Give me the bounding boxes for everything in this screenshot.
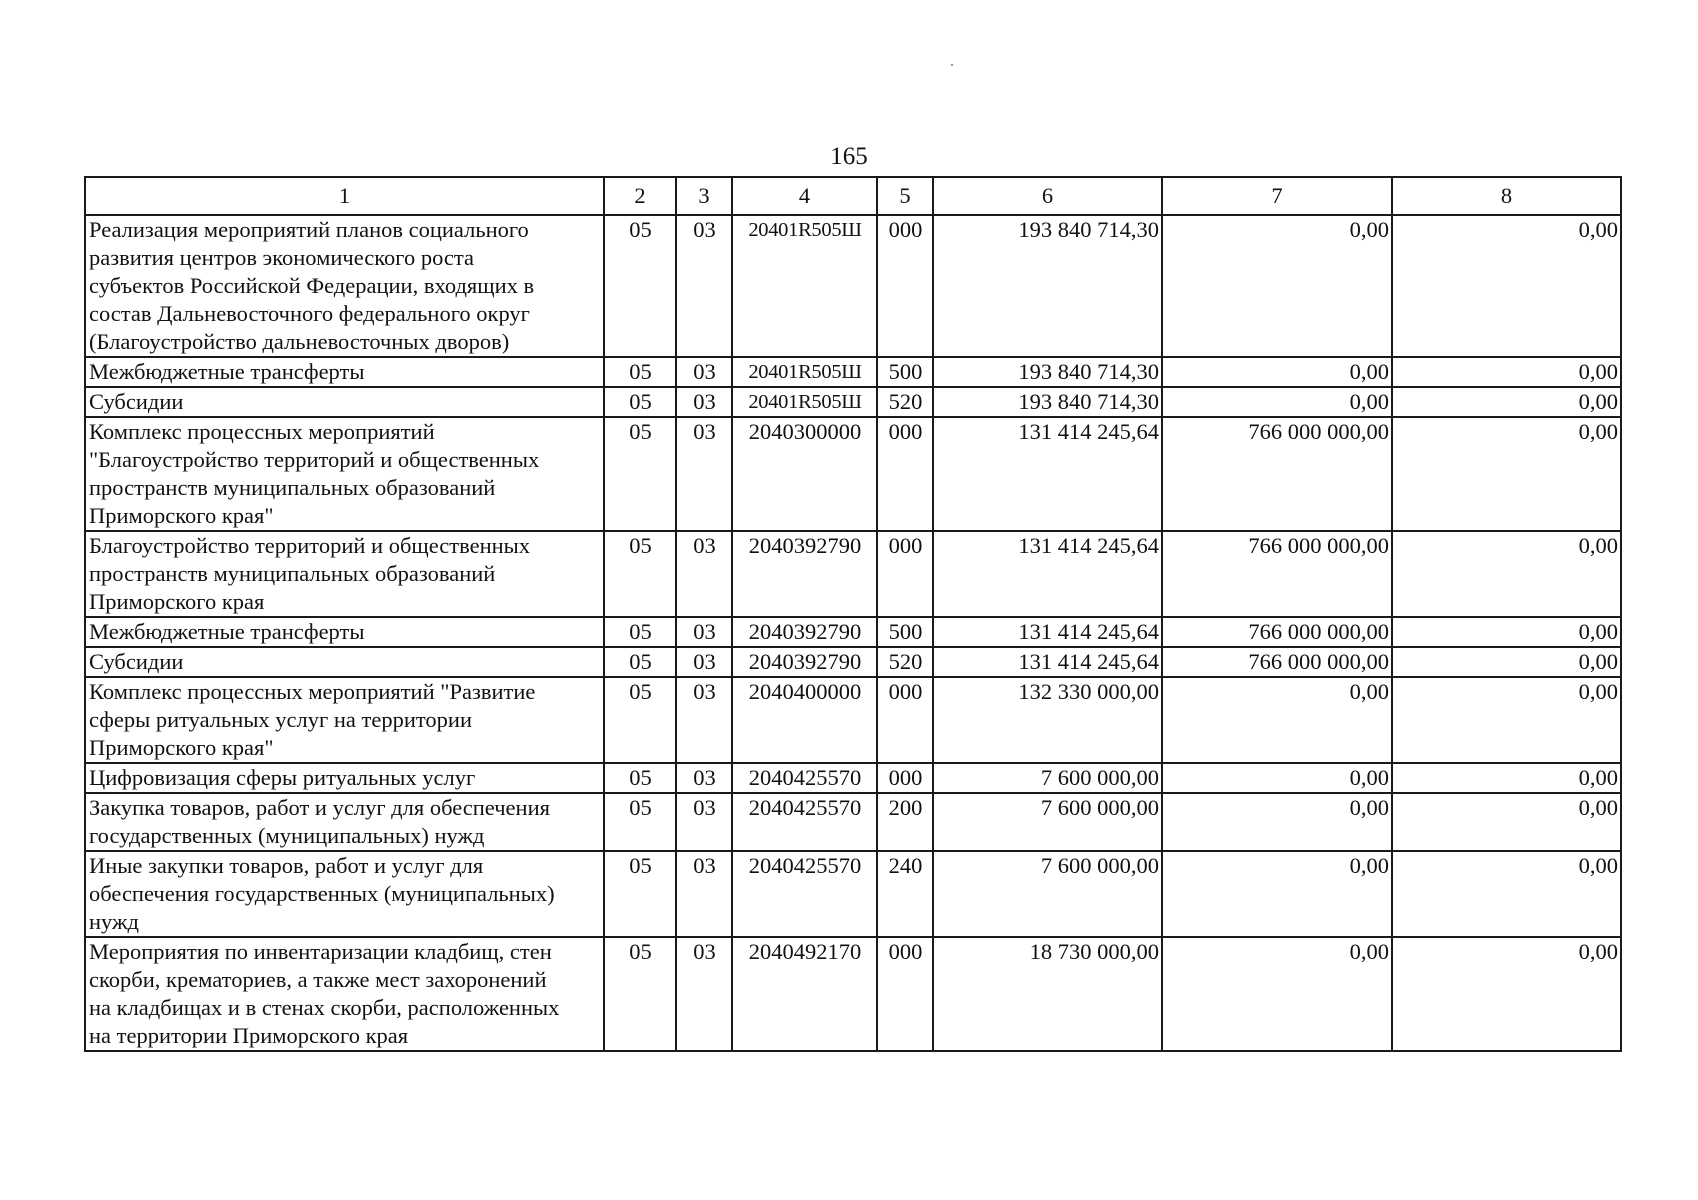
expense-type-code: 000 [877,937,933,1051]
expense-type-code: 500 [877,357,933,387]
section-code: 05 [604,387,676,417]
subsection-code: 03 [676,647,732,677]
target-article-code: 2040392790 [732,617,877,647]
amount-col-8: 0,00 [1392,357,1621,387]
target-article-code: 20401R505Ш [732,387,877,417]
page-number: 165 [830,143,868,170]
table-row [85,763,1621,793]
target-article-code: 2040392790 [732,647,877,677]
expense-type-code: 000 [877,763,933,793]
item-name-line: Закупка товаров, работ и услуг для обеспечения [89,795,550,820]
expense-type-code: 000 [877,531,933,617]
section-code: 05 [604,617,676,647]
table-row [85,851,1621,937]
expense-type-code: 520 [877,387,933,417]
item-name-line: Приморского края [89,589,265,614]
header-cell: 6 [933,177,1162,215]
item-name-line: пространств муниципальных образований [89,561,496,586]
amount-col-7: 0,00 [1162,937,1392,1051]
header-cell: 4 [732,177,877,215]
item-name-cell [85,387,604,417]
table-row [85,531,1621,617]
header-row [85,177,1621,215]
section-code: 05 [604,215,676,357]
amount-col-7: 0,00 [1162,215,1392,357]
table-row [85,677,1621,763]
budget-table [84,176,1622,1052]
header-cell: 7 [1162,177,1392,215]
amount-col-8: 0,00 [1392,387,1621,417]
item-name-line: Субсидии [89,389,184,414]
subsection-code: 03 [676,793,732,851]
item-name-line: "Благоустройство территорий и общественных [89,447,540,472]
item-name-line: Благоустройство территорий и общественных [89,533,531,558]
amount-col-8: 0,00 [1392,793,1621,851]
table-row [85,215,1621,357]
table-row [85,647,1621,677]
section-code: 05 [604,357,676,387]
expense-type-code: 520 [877,647,933,677]
target-article-code: 2040400000 [732,677,877,763]
amount-col-7: 766 000 000,00 [1162,531,1392,617]
table-row [85,617,1621,647]
amount-col-6: 7 600 000,00 [933,851,1162,937]
table-row [85,937,1621,1051]
section-code: 05 [604,647,676,677]
item-name-line: сферы ритуальных услуг на территории [89,707,473,732]
amount-col-7: 766 000 000,00 [1162,417,1392,531]
table-body [85,215,1621,1051]
subsection-code: 03 [676,617,732,647]
item-name-line: развития центров экономического роста [89,245,474,270]
amount-col-7: 0,00 [1162,793,1392,851]
amount-col-7: 0,00 [1162,357,1392,387]
amount-col-7: 0,00 [1162,763,1392,793]
item-name-line: на кладбищах и в стенах скорби, расположенных [89,995,560,1020]
amount-col-7: 0,00 [1162,677,1392,763]
item-name-cell [85,851,604,937]
target-article-code: 2040425570 [732,851,877,937]
amount-col-6: 131 414 245,64 [933,647,1162,677]
amount-col-8: 0,00 [1392,851,1621,937]
table-row [85,387,1621,417]
target-article-code: 2040392790 [732,531,877,617]
item-name-line: на территории Приморского края [89,1023,409,1048]
item-name-line: состав Дальневосточного федерального округ [89,301,530,326]
amount-col-8: 0,00 [1392,647,1621,677]
item-name-cell [85,531,604,617]
amount-col-8: 0,00 [1392,677,1621,763]
amount-col-7: 766 000 000,00 [1162,617,1392,647]
item-name-line: субъектов Российской Федерации, входящих в [89,273,535,298]
subsection-code: 03 [676,677,732,763]
item-name-line: (Благоустройство дальневосточных дворов) [89,329,510,354]
item-name-line: Межбюджетные трансферты [89,619,365,644]
item-name-line: Межбюджетные трансферты [89,359,365,384]
amount-col-7: 0,00 [1162,851,1392,937]
target-article-code: 2040425570 [732,763,877,793]
item-name-line: нужд [89,909,139,934]
amount-col-8: 0,00 [1392,937,1621,1051]
item-name-line: пространств муниципальных образований [89,475,496,500]
item-name-cell [85,677,604,763]
table-row [85,417,1621,531]
target-article-code: 20401R505Ш [732,357,877,387]
section-code: 05 [604,677,676,763]
item-name-line: Комплекс процессных мероприятий [89,419,435,444]
section-code: 05 [604,937,676,1051]
item-name-line: Приморского края" [89,735,274,760]
item-name-cell [85,617,604,647]
amount-col-6: 131 414 245,64 [933,531,1162,617]
amount-col-8: 0,00 [1392,215,1621,357]
item-name-cell [85,215,604,357]
table-row [85,357,1621,387]
item-name-cell [85,793,604,851]
target-article-code: 2040425570 [732,793,877,851]
amount-col-6: 193 840 714,30 [933,387,1162,417]
amount-col-6: 18 730 000,00 [933,937,1162,1051]
amount-col-8: 0,00 [1392,617,1621,647]
table-row [85,793,1621,851]
section-code: 05 [604,417,676,531]
scan-speck [951,64,953,66]
subsection-code: 03 [676,417,732,531]
expense-type-code: 000 [877,677,933,763]
item-name-line: обеспечения государственных (муниципальных) [89,881,555,906]
amount-col-6: 131 414 245,64 [933,617,1162,647]
amount-col-6: 193 840 714,30 [933,215,1162,357]
section-code: 05 [604,531,676,617]
amount-col-7: 0,00 [1162,387,1392,417]
expense-type-code: 500 [877,617,933,647]
target-article-code: 2040300000 [732,417,877,531]
expense-type-code: 000 [877,215,933,357]
item-name-cell [85,937,604,1051]
item-name-line: Мероприятия по инвентаризации кладбищ, стен [89,939,552,964]
item-name-line: Реализация мероприятий планов социального [89,217,529,242]
amount-col-6: 7 600 000,00 [933,793,1162,851]
header-cell: 8 [1392,177,1621,215]
amount-col-6: 193 840 714,30 [933,357,1162,387]
subsection-code: 03 [676,215,732,357]
item-name-cell [85,357,604,387]
item-name-line: скорби, крематориев, а также мест захоронений [89,967,547,992]
amount-col-8: 0,00 [1392,417,1621,531]
item-name-cell [85,417,604,531]
target-article-code: 20401R505Ш [732,215,877,357]
expense-type-code: 240 [877,851,933,937]
item-name-line: Иные закупки товаров, работ и услуг для [89,853,484,878]
subsection-code: 03 [676,937,732,1051]
subsection-code: 03 [676,763,732,793]
item-name-cell [85,647,604,677]
section-code: 05 [604,763,676,793]
amount-col-8: 0,00 [1392,763,1621,793]
amount-col-7: 766 000 000,00 [1162,647,1392,677]
amount-col-6: 131 414 245,64 [933,417,1162,531]
item-name-cell [85,763,604,793]
item-name-line: Комплекс процессных мероприятий "Развитие [89,679,536,704]
target-article-code: 2040492170 [732,937,877,1051]
item-name-line: Приморского края" [89,503,274,528]
section-code: 05 [604,851,676,937]
subsection-code: 03 [676,387,732,417]
expense-type-code: 000 [877,417,933,531]
subsection-code: 03 [676,357,732,387]
item-name-line: Субсидии [89,649,184,674]
header-cell: 1 [85,177,604,215]
item-name-line: государственных (муниципальных) нужд [89,823,485,848]
subsection-code: 03 [676,851,732,937]
header-cell: 5 [877,177,933,215]
subsection-code: 03 [676,531,732,617]
section-code: 05 [604,793,676,851]
item-name-line: Цифровизация сферы ритуальных услуг [89,765,476,790]
header-cell: 3 [676,177,732,215]
amount-col-8: 0,00 [1392,531,1621,617]
expense-type-code: 200 [877,793,933,851]
header-cell: 2 [604,177,676,215]
amount-col-6: 7 600 000,00 [933,763,1162,793]
amount-col-6: 132 330 000,00 [933,677,1162,763]
